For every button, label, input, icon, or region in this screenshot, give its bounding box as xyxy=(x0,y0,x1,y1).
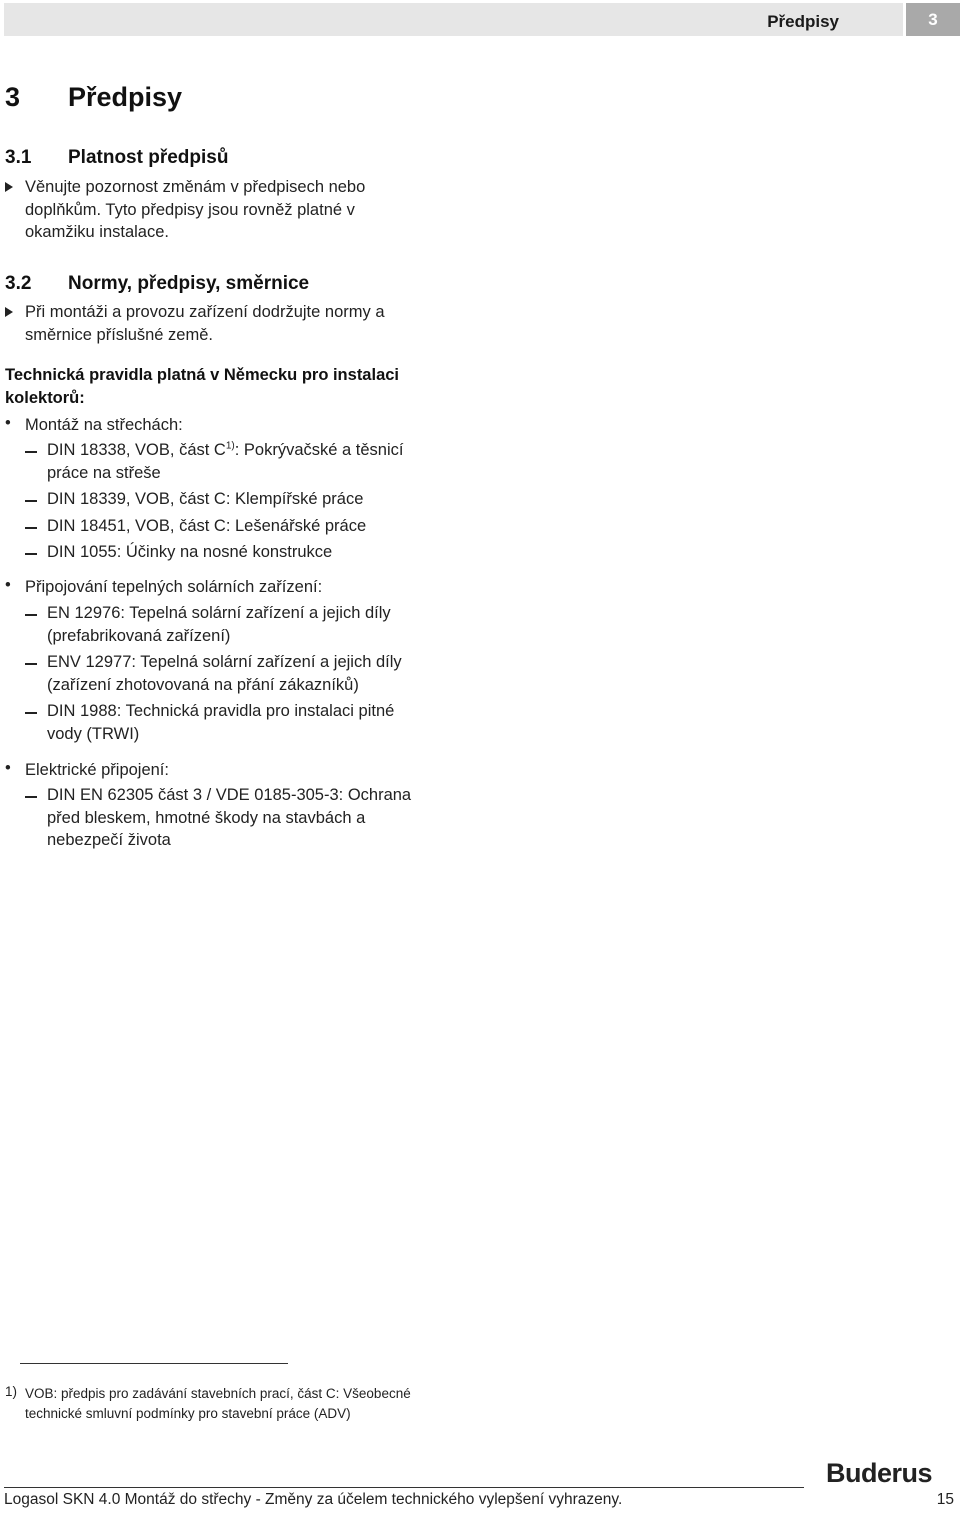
header-chapter-number: 3 xyxy=(906,3,960,36)
footer-text: Logasol SKN 4.0 Montáž do střechy - Změny za účelem technického vylepšení vyhrazeny. xyxy=(4,1491,623,1508)
text-line: kolektorů: xyxy=(5,388,85,407)
text-line: nebezpečí života xyxy=(47,831,171,849)
list-item xyxy=(47,439,467,484)
text-line: (zařízení zhotovovaná na přání zákazníků) xyxy=(47,675,359,694)
section-3-1-instruction xyxy=(25,176,465,244)
header-title: Předpisy xyxy=(767,12,839,31)
list-item xyxy=(47,651,467,696)
dash-icon xyxy=(25,527,37,529)
section-3-2-heading xyxy=(5,273,309,295)
text-line: (prefabrikovaná zařízení) xyxy=(47,626,231,645)
text-line-continuation: : Pokrývačské a těsnicí xyxy=(234,441,404,459)
bullet-dot-icon: • xyxy=(5,576,11,594)
bullet-label: Elektrické připojení: xyxy=(25,761,169,779)
text-line: před bleskem, hmotné škody na stavbách a xyxy=(47,808,366,827)
text-line: EN 12976: Tepelná solární zařízení a jejich díly xyxy=(47,604,391,622)
footnote-number: 1) xyxy=(5,1384,18,1399)
page-number: 15 xyxy=(936,1491,954,1508)
list-item xyxy=(47,515,467,538)
text-line: DIN EN 62305 část 3 / VDE 0185-305-3: Ochrana xyxy=(47,786,412,804)
dash-icon xyxy=(25,451,37,453)
text-line: práce na střeše xyxy=(47,463,161,482)
dash-icon xyxy=(25,500,37,502)
dash-icon xyxy=(25,663,37,665)
bullet-label: Připojování tepelných solárních zařízení: xyxy=(25,578,323,596)
text-line: Technická pravidla platná v Německu pro instalaci xyxy=(5,366,400,384)
bullet-label: Montáž na střechách: xyxy=(25,416,183,434)
dash-icon xyxy=(25,796,37,798)
text-line: směrnice příslušné země. xyxy=(25,325,213,344)
text-line: DIN 18339, VOB, část C: Klempířské práce xyxy=(47,490,364,508)
section-title: Normy, předpisy, směrnice xyxy=(68,273,310,294)
text-line: DIN 1988: Technická pravidla pro instalaci pitné xyxy=(47,702,395,720)
footer-divider xyxy=(4,1487,804,1488)
text-line: DIN 18338, VOB, část C xyxy=(47,441,226,459)
text-line: Při montáži a provozu zařízení dodržujte normy a xyxy=(25,303,385,321)
dash-icon xyxy=(25,712,37,714)
text-line: vody (TRWI) xyxy=(47,724,140,743)
list-item xyxy=(47,541,467,564)
text-line: VOB: předpis pro zadávání stavebních prací, část C: Všeobecné xyxy=(25,1386,411,1401)
bullet-dot-icon: • xyxy=(5,759,11,777)
arrow-bullet-icon xyxy=(5,182,13,192)
arrow-bullet-icon xyxy=(5,307,13,317)
chapter-title xyxy=(5,82,182,113)
footnote-divider xyxy=(20,1363,288,1364)
text-line: DIN 18451, VOB, část C: Lešenářské práce xyxy=(47,517,367,535)
list-item xyxy=(47,488,467,511)
section-number: 3.1 xyxy=(5,147,32,168)
bullet-dot-icon: • xyxy=(5,414,11,432)
text-line: okamžiku instalace. xyxy=(25,223,169,241)
dash-icon xyxy=(25,553,37,555)
list-item xyxy=(47,700,467,745)
section-3-2-instruction xyxy=(25,301,465,346)
list-item xyxy=(47,602,467,647)
text-line: ENV 12977: Tepelná solární zařízení a jejich díly xyxy=(47,653,402,671)
section-3-1-heading xyxy=(5,147,228,169)
list-item xyxy=(47,784,467,852)
dash-icon xyxy=(25,614,37,616)
chapter-number: 3 xyxy=(5,82,21,112)
tech-rules-heading xyxy=(5,364,465,409)
header-bar xyxy=(4,3,903,36)
text-line: Věnujte pozornost změnám v předpisech nebo xyxy=(25,178,366,196)
chapter-title-text: Předpisy xyxy=(68,82,183,112)
text-line: DIN 1055: Účinky na nosné konstrukce xyxy=(47,543,333,561)
text-line: technické smluvní podmínky pro stavební práce (ADV) xyxy=(25,1406,351,1421)
section-number: 3.2 xyxy=(5,273,32,294)
section-title: Platnost předpisů xyxy=(68,147,229,168)
text-line: doplňkům. Tyto předpisy jsou rovněž platné v xyxy=(25,200,355,219)
footnote-ref: 1) xyxy=(225,440,235,452)
footnote-text xyxy=(25,1384,475,1424)
buderus-logo: Buderus xyxy=(826,1458,933,1488)
